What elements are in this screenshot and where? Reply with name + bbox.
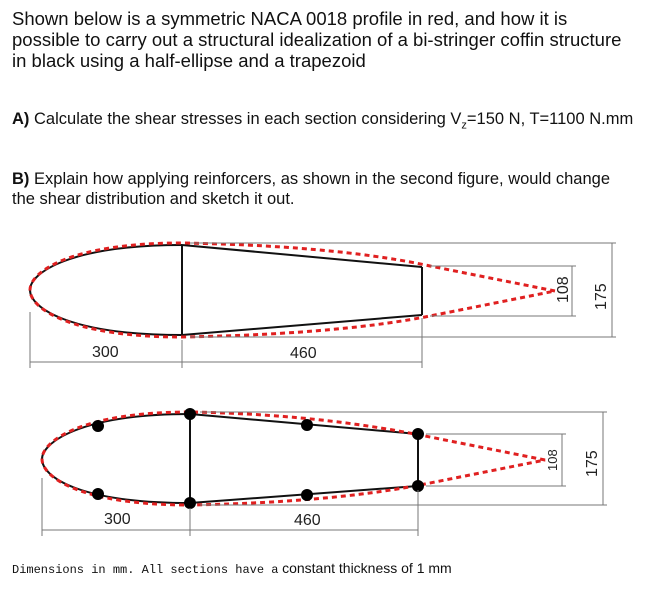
figure-1 (30, 243, 616, 368)
fig2-dim-108-label: 108 (545, 449, 560, 471)
fig2-stringer (184, 497, 196, 509)
question-a-label: A) (12, 110, 30, 128)
fig2-stringer (412, 428, 424, 440)
fig2-stringer (92, 488, 104, 500)
fig2-stringer (301, 419, 313, 431)
fig2-half-ellipse (42, 414, 190, 503)
question-a-subscript: z (461, 119, 467, 132)
fig1-dim-108-label: 108 (555, 276, 572, 303)
footer-note (12, 560, 452, 577)
fig2-stringer (184, 408, 196, 420)
fig1-naca-profile (30, 243, 555, 337)
problem-intro: Shown below is a symmetric NACA 0018 profile in red, and how it is possible to carry out a structural idealization of a bi-stringer coffin structure in black using a half-ellipse and a trapezoid (12, 8, 622, 71)
fig2-dim-box-label: 460 (294, 512, 321, 529)
fig2-naca-profile (42, 412, 545, 505)
question-a-text-after: =150 N, T=1100 N.mm (466, 110, 634, 128)
fig1-dim-175-label: 175 (593, 283, 610, 310)
question-b-text: Explain how applying reinforcers, as shown in the second figure, would change the shear distribution and sketch it out. (12, 170, 611, 208)
figure-2 (42, 408, 607, 536)
fig1-dim-box-label: 460 (290, 345, 317, 362)
question-b-label: B) (12, 170, 30, 188)
fig2-dim-175-label: 175 (584, 450, 601, 477)
question-a-text-before: Calculate the shear stresses in each section considering V (29, 110, 462, 128)
fig2-stringer (301, 489, 313, 501)
fig2-stringer (92, 420, 104, 432)
footer-mono-text: Dimensions in mm. All sections have a (12, 563, 279, 577)
footer-sans-text: constant thickness of 1 mm (282, 560, 452, 576)
fig2-dim-nose-label: 300 (104, 511, 131, 528)
fig1-half-ellipse (30, 245, 182, 335)
fig1-dim-nose-label: 300 (92, 344, 119, 361)
